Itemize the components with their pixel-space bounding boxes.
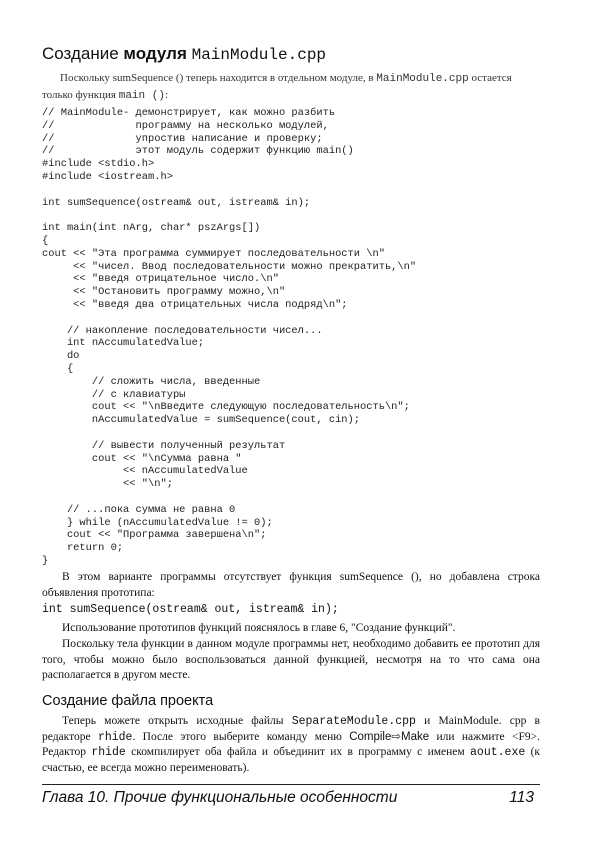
intro-text: теперь находится в отдельном модуле, в [183,72,377,84]
page-number: 113 [509,789,534,806]
para-text: Теперь можете открыть исходные файлы [62,715,292,727]
intro-text: остается только функция [42,72,512,101]
para-text: скомпилирует оба файла и объединит их в программу с именем [125,746,471,758]
intro-main-function: main () [118,90,165,102]
para-text: или нажмите <F9>. Редактор [42,730,541,758]
footer-rule [42,784,540,785]
para-function-name: sumSequence () [339,571,419,583]
editor-name: rhide [97,730,133,744]
subsection-heading: Создание файла проекта [42,693,214,709]
para-text: , но добавлена строка объявления прототипа: [42,571,540,599]
paragraph-prototype-reason: Поскольку тела функции в данном модуле программы нет, необходимо добавить ее прототип для того, чтобы можно было воспользоваться данной функцией, несмотря на то что сама она располагается в другом месте. [42,638,540,681]
intro-text: Поскольку [60,72,113,84]
para-text: В этом варианте программы отсутствует функция [62,571,340,583]
heading-bold-word: модуля [123,44,192,63]
paragraph-project-file [42,714,540,776]
paragraph-prototype-reference: Использование прототипов функций пояснялось в главе 6, "Создание функций". [62,622,456,634]
paragraph-prototype-note [42,570,540,601]
menu-command: Compile⇨Make [349,730,430,743]
intro-filename: MainModule.cpp [376,73,469,85]
para-text: и MainModule. cpp в редакторе [42,715,540,743]
intro-text: : [164,89,169,101]
executable-name: aout.exe [470,746,526,759]
intro-paragraph [42,70,542,104]
heading-prefix: Создание [42,44,124,63]
page-footer [42,789,540,807]
filename-separate-module: SeparateModule.cpp [291,715,416,728]
para-text: . После этого выберите команду меню [132,730,350,743]
intro-function-name: sumSequence () [112,72,184,84]
section-heading [42,44,326,64]
editor-name: rhide [91,746,126,759]
heading-filename: MainModule.cpp [191,46,327,64]
para-text: (к счастью, ее всегда можно переименовать). [42,746,541,774]
prototype-declaration: int sumSequence(ostream& out, istream& in); [42,603,339,616]
chapter-title: Глава 10. Прочие функциональные особенности [42,789,398,806]
code-listing: // MainModule- демонстрирует, как можно разбить // программу на несколько модулей, // упростив написание и проверку; // этот модуль содержит функцию main() #include <stdio.h> #include <iostream.h> int sumSequence(ostream& out, istream& in); int main(int nArg, char* pszArgs[]) { cout << "Эта программа суммирует последовательности \n" << "чисел. Ввод последовательности можно прекратить,\n" << "введя отрицательное число.\n" << "Остановить программу можно,\n" << "введя два отрицательных числа подряд\n"; // накопление последовательности чисел... int nAccumulatedValue; do { // сложить числа, введенные // с клавиатуры cout << "\nВведите следующую последовательность\n"; nAccumulatedValue = sumSequence(cout, cin); // вывести полученный результат cout << "\nСумма равна " << nAccumulatedValue << "\n"; // ...пока сумма не равна 0 } while (nAccumulatedValue != 0); cout << "Программа завершена\n"; return 0; } [42,107,417,567]
